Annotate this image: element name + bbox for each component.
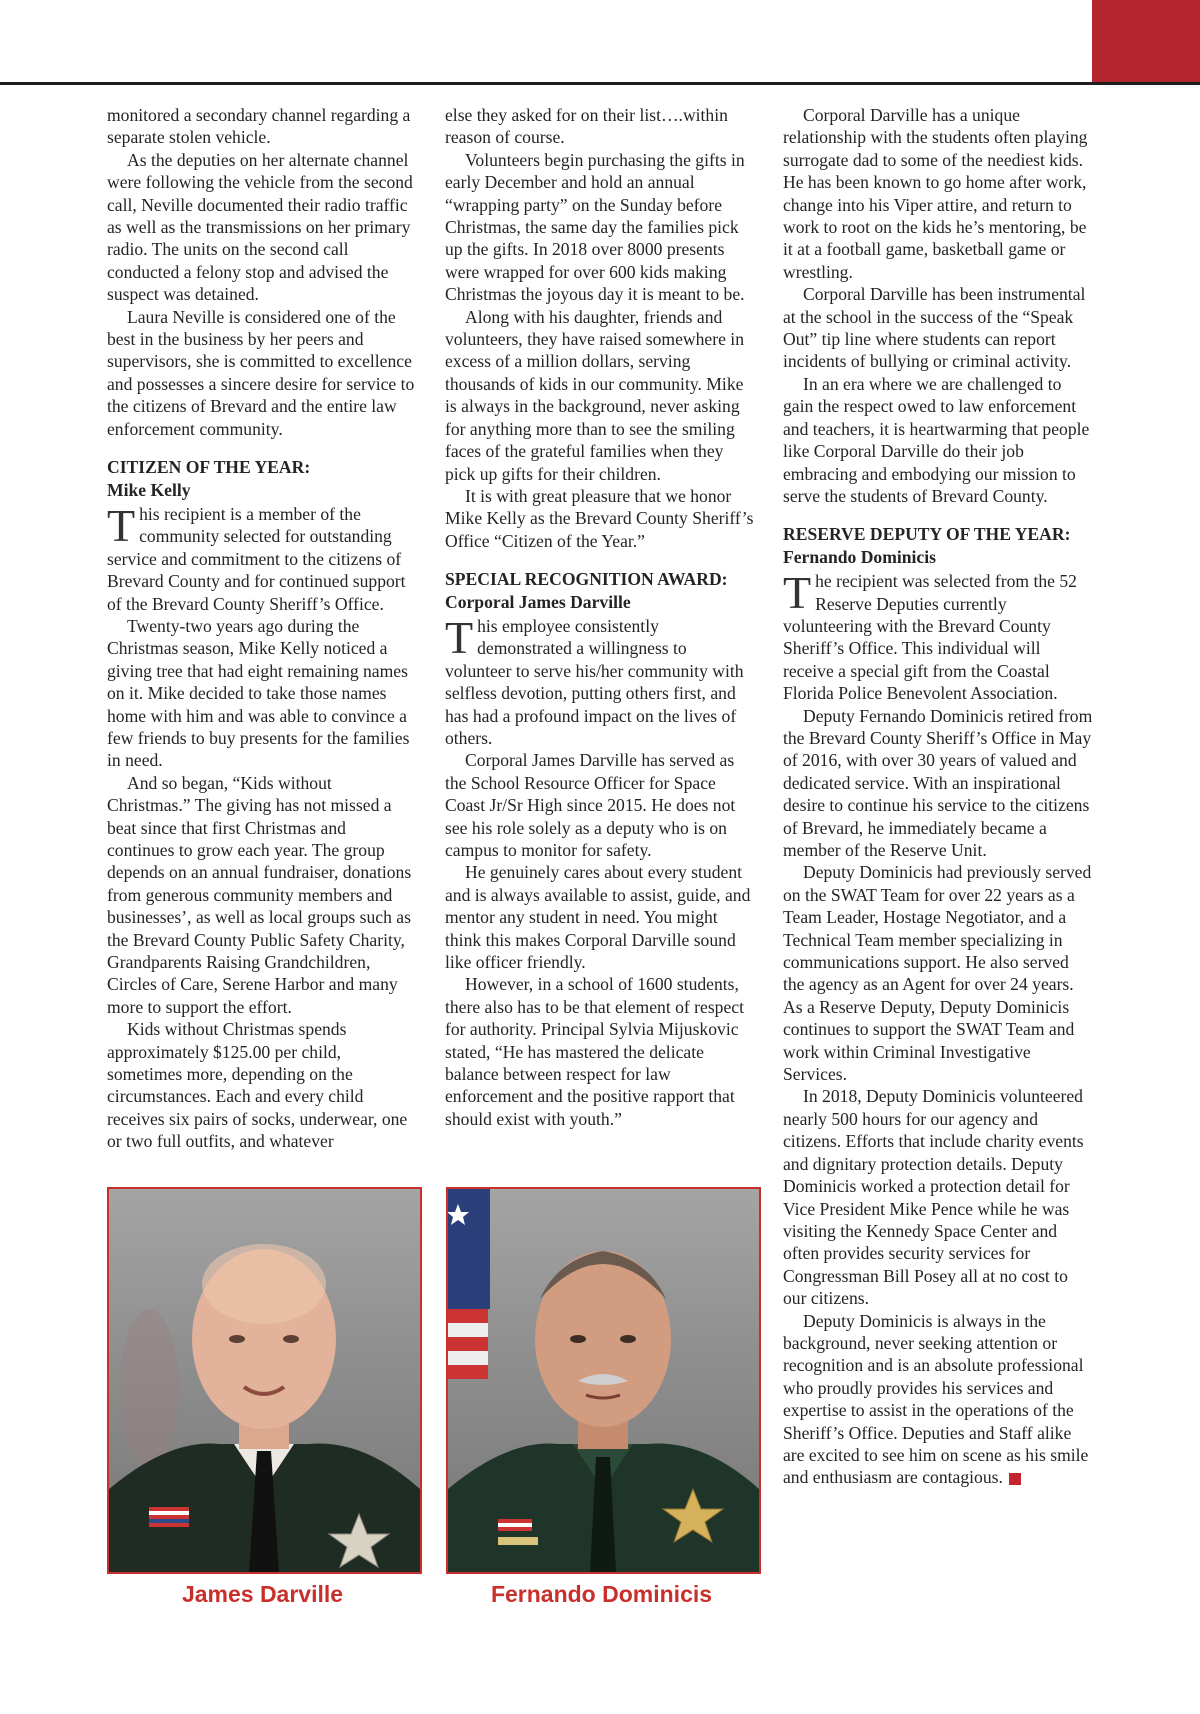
drop-cap: T <box>783 567 812 619</box>
paragraph: Corporal Darville has a unique relationship with the students often playing surrogate dad to some of the neediest kids. He has been known to go home after work, change into his Viper attire, and return to work to root on the kids he’s mentoring, be it at a football game, basketball game or wrestling. <box>783 105 1088 282</box>
intro-paragraph <box>107 499 417 615</box>
article-column-1 <box>107 104 417 1153</box>
photo-caption-1: James Darville <box>181 1581 344 1607</box>
end-of-article-mark <box>1009 1473 1021 1485</box>
paragraph: Corporal Darville has been instrumental at the school in the success of the “Speak Out” tip line where students can report incidents of bullying or criminal activity. <box>783 284 1086 372</box>
intro-text: his recipient is a member of the community selected for outstanding service and commitment to the citizens of Brevard County and for continued support of the Brevard County Sheriff’s Office. <box>107 503 406 614</box>
intro-paragraph <box>783 567 1093 704</box>
photo-caption-2: Fernando Dominicis <box>490 1581 713 1607</box>
section-heading-special-recognition: SPECIAL RECOGNITION AWARD: <box>445 569 728 590</box>
paragraph: Laura Neville is considered one of the best in the business by her peers and supervisors, she is committed to excellence and possesses a sincere desire for service to the citizens of Brevard and the entire law enforcement community. <box>107 306 415 439</box>
article-column-2 <box>445 104 755 1130</box>
paragraph: Corporal James Darville has served as the School Resource Officer for Space Coast Jr/Sr High since 2015. He does not see his role solely as a deputy who is on campus to monitor for safety. <box>445 750 736 860</box>
portrait-photo-james-darville <box>107 1187 422 1574</box>
paragraph: In an era where we are challenged to gain the respect owed to law enforcement and teachers, it is heartwarming that people like Corporal Darville do their job embracing and embodying our mission to serve the students of Brevard County. <box>783 373 1090 506</box>
portrait-illustration <box>448 1189 759 1572</box>
paragraph: However, in a school of 1600 students, there also has to be that element of respect for authority. Principal Sylvia Mijuskovic stated, “He has mastered the delicate balance between respect for law enforcement and the positive rapport that should exist with youth.” <box>445 974 744 1129</box>
article-column-3 <box>783 104 1093 1489</box>
paragraph <box>783 1310 1093 1489</box>
section-heading-citizen-of-the-year: CITIZEN OF THE YEAR: <box>107 457 311 478</box>
paragraph: Volunteers begin purchasing the gifts in early December and hold an annual “wrapping party” on the Sunday before Christmas, the same day the families pick up the gifts. In 2018 over 8000 presents were wrapped for over 600 kids making Christmas the joyous day it is meant to be. <box>445 149 745 305</box>
honoree-name: Corporal James Darville <box>445 591 631 612</box>
paragraph: And so began, “Kids without Christmas.” The giving has not missed a beat since that first Christmas and continues to grow each year. The group depends on an annual fundraiser, donations from generous community members and businesses’, as well as local groups such as the Brevard County Public Safety Charity, Grandparents Raising Grandchildren, Circles of Care, Serene Harbor and many more to support the effort. <box>107 772 412 1017</box>
paragraph: Kids without Christmas spends approximately $125.00 per child, sometimes more, depending on the circumstances. Each and every child receives six pairs of socks, underwear, one or two full outfits, and whatever <box>107 1019 408 1152</box>
paragraph: As the deputies on her alternate channel were following the vehicle from the second call, Neville documented their radio traffic as well as the transmissions on her primary radio. The units on the second call conducted a felony stop and advised the suspect was detained. <box>107 149 413 305</box>
section-heading-reserve-deputy: RESERVE DEPUTY OF THE YEAR: <box>783 524 1071 545</box>
paragraph: monitored a secondary channel regarding a separate stolen vehicle. <box>107 105 411 148</box>
intro-text: he recipient was selected from the 52 Reserve Deputies currently volunteering with the Brevard County Sheriff’s Office. This individual will receive a special gift from the Coastal Florida Police Benevolent Association. <box>783 571 1077 704</box>
drop-cap: T <box>445 611 474 663</box>
portrait-photo-fernando-dominicis <box>446 1187 761 1574</box>
paragraph: Deputy Dominicis had previously served on the SWAT Team for over 22 years as a Team Leader, Hostage Negotiator, and a Technical Team member specializing in communications support. He also served the agency as an Agent for over 24 years. As a Reserve Deputy, Deputy Dominicis continues to support the SWAT Team and work within Criminal Investigative Services. <box>783 862 1092 1085</box>
intro-text: his employee consistently demonstrated a willingness to volunteer to serve his/her community with selfless devotion, putting others first, and has had a profound impact on the lives of others. <box>445 615 744 748</box>
paragraph: Deputy Fernando Dominicis retired from the Brevard County Sheriff’s Office in May of 2016, with over 30 years of valued and dedicated service. With an inspirational desire to continue his service to the citizens of Brevard, he immediately became a member of the Reserve Unit. <box>783 705 1093 860</box>
paragraph: Twenty-two years ago during the Christmas season, Mike Kelly noticed a giving tree that had eight remaining names on it. Mike decided to take those names home with him and was able to convince a few friends to buy presents for the families in need. <box>107 615 410 771</box>
header-rule <box>0 82 1200 85</box>
paragraph: He genuinely cares about every student and is always available to assist, guide, and mentor any student in need. You might think this makes Corporal Darville sound like officer friendly. <box>445 862 751 973</box>
honoree-name: Fernando Dominicis <box>783 546 936 567</box>
paragraph: else they asked for on their list….within reason of course. <box>445 105 728 148</box>
paragraph: Along with his daughter, friends and volunteers, they have raised somewhere in excess of a million dollars, serving thousands of kids in our community. Mike is always in the background, never asking for anything more than to see the smiling faces of the grateful families when they pick up gifts for their children. <box>445 306 744 484</box>
section-color-tab <box>1092 0 1200 84</box>
honoree-name: Mike Kelly <box>107 479 191 500</box>
paragraph: It is with great pleasure that we honor Mike Kelly as the Brevard County Sheriff’s Office “Citizen of the Year.” <box>445 485 754 551</box>
paragraph: In 2018, Deputy Dominicis volunteered nearly 500 hours for our agency and citizens. Efforts that include charity events and dignitary protection details. Deputy Dominicis worked a protection detail for Vice President Mike Pence while he was visiting the Kennedy Space Center and often provides security services for Congressman Bill Posey all at no cost to our citizens. <box>783 1086 1084 1309</box>
intro-paragraph <box>445 611 755 749</box>
portrait-illustration <box>109 1189 420 1572</box>
paragraph-text: Deputy Dominicis is always in the background, never seeking attention or recognition and is an absolute professional who proudly provides his services and expertise to assist in the operations of the Sheriff’s Office. Deputies and Staff alike are excited to see him on scene as his smile and enthusiasm are contagious. <box>783 1310 1089 1488</box>
drop-cap: T <box>107 499 136 551</box>
